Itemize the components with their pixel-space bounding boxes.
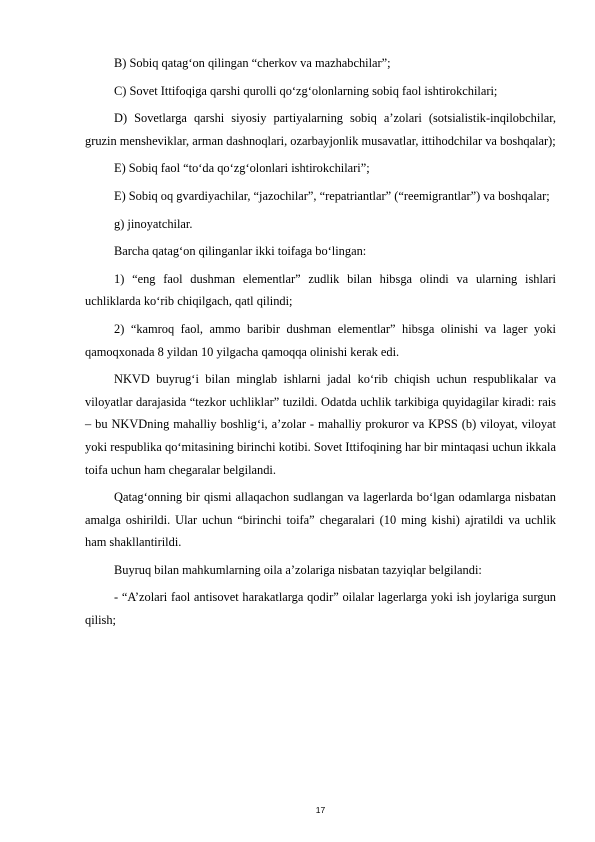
paragraph-e-second: E) Sobiq oq gvardiyachilar, “jazochilar”, “repatriantlar” (“reemigrantlar”) va boshqalar; (114, 188, 550, 203)
paragraph-categories-intro: Barcha qatag‘on qilinganlar ikki toifaga bo‘lingan: (114, 244, 367, 259)
paragraph-d: D) Sovetlarga qarshi siyosiy partiyalarning sobiq a’zolari (sotsialistik-inqilobchilar, gruzin mensheviklar, arman dashnoqlari, ozarbayjonlik musavatlar, ittihodchilar va boshqalar); (85, 111, 556, 148)
paragraph-b: B) Sobiq qatag‘on qilingan “cherkov va mazhabchilar”; (114, 56, 391, 70)
page-number: 17 (315, 805, 326, 815)
paragraph-e-first: E) Sobiq faol “to‘da qo‘zg‘olonlari ishtirokchilari”; (114, 161, 370, 176)
paragraph-g: g) jinoyatchilar. (114, 216, 193, 231)
paragraph-category-1: 1) “eng faol dushman elementlar” zudlik bilan hibsga olindi va ularning ishlari uchliklarda ko‘rib chiqilgach, qatl qilindi; (85, 271, 556, 309)
paragraph-family-exile: - “A’zolari faol antisovet harakatlarga qodir” oilalar lagerlarga yoki ish joylariga surgun qilish; (85, 590, 556, 628)
document-page (85, 52, 556, 637)
paragraph-category-2: 2) “kamroq faol, ammo baribir dushman elementlar” hibsga olinishi va lager yoki qamoqxonada 8 yildan 10 yilgacha qamoqqa olinishi kerak edi. (85, 321, 556, 359)
paragraph-family-repression: Buyruq bilan mahkumlarning oila a’zolariga nisbatan tazyiqlar belgilandi: (114, 562, 482, 577)
paragraph-c: C) Sovet Ittifoqiga qarshi qurolli qo‘zg‘olonlarning sobiq faol ishtirokchilari; (114, 83, 498, 98)
paragraph-nkvd-order: NKVD buyrug‘i bilan minglab ishlarni jadal ko‘rib chiqish uchun respublikalar va viloyatlar darajasida “tezkor uchliklar” tuzildi. Odatda uchlik tarkibiga quyidagilar kiradi: rais – bu NKVDning mahalliy boshlig‘i, a’zolar - mahalliy prokuror va KPSS (b) viloyat, viloyat yoki respublika qo‘mitasining birinchi kotibi. Sovet Ittifoqining har bir mintaqasi uchun ikkala toifa uchun ham chegaralar belgilandi. (85, 372, 556, 477)
paragraph-repression-part: Qatag‘onning bir qismi allaqachon sudlangan va lagerlarda bo‘lgan odamlarga nisbatan amalga oshirildi. Ular uchun “birinchi toifa” chegaralari (10 ming kishi) ajratildi va uchlik ham shakllantirildi. (85, 490, 556, 550)
